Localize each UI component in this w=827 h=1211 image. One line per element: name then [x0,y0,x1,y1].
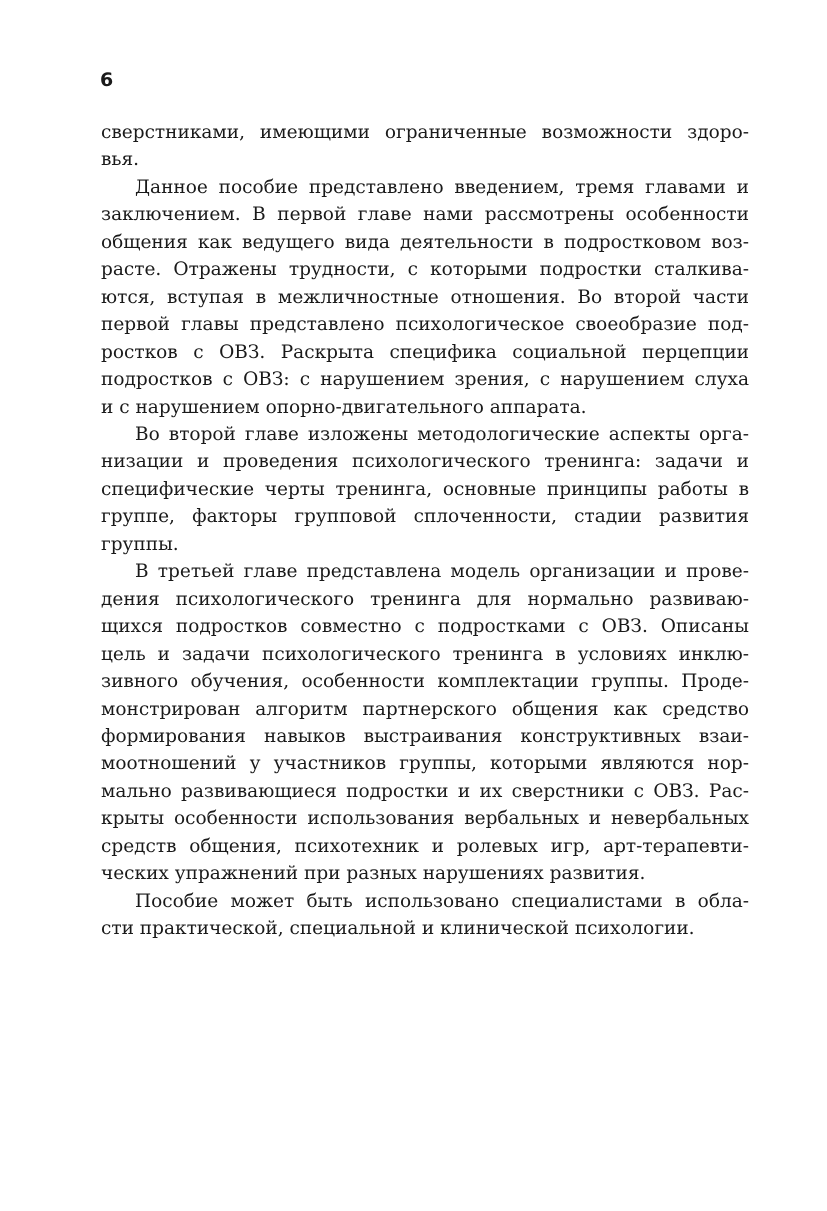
text-line: крыты особенности использования вербальных и невербальных [101,808,749,830]
paragraph [101,421,749,558]
text-line: и с нарушением опорно-двигательного аппарата. [101,396,587,418]
text-line: сверстниками, имеющими ограниченные возможности здоро- [101,122,749,143]
text-line: В третьей главе представлена модель организации и прове- [135,561,749,583]
text-line: ростков с ОВЗ. Раскрыта специфика социальной перцепции [101,341,749,363]
text-line: вья. [101,149,140,171]
text-line: специфические черты тренинга, основные принципы работы в [101,478,749,500]
paragraph [101,888,749,943]
text-line: ются, вступая в межличностные отношения. Во второй части [101,286,749,308]
text-line: Во второй главе изложены методологические аспекты орга- [135,423,749,445]
text-line: сти практической, специальной и клинической психологии. [101,918,695,940]
text-line: зивного обучения, особенности комплектации группы. Проде- [101,671,749,693]
paragraph [101,119,749,174]
text-line: дения психологического тренинга для нормально развиваю- [101,588,749,610]
text-line: группы. [101,533,179,555]
text-line: монстрирован алгоритм партнерского общения как средство [101,698,749,720]
paragraph [101,558,749,887]
text-line: щихся подростков совместно с подростками с ОВЗ. Описаны [101,616,749,638]
text-line: низации и проведения психологического тренинга: задачи и [101,451,749,473]
text-line: цель и задачи психологического тренинга в условиях инклю- [101,643,749,665]
text-line: формирования навыков выстраивания конструктивных взаи- [101,725,749,747]
text-line: мально развивающиеся подростки и их сверстники с ОВЗ. Рас- [101,780,749,802]
text-line: Пособие может быть использовано специалистами в обла- [135,890,749,912]
text-line: средств общения, психотехник и ролевых игр, арт-терапевти- [101,835,749,857]
text-line: первой главы представлено психологическое своеобразие под- [101,314,749,336]
text-line: общения как ведущего вида деятельности в подростковом воз- [101,231,749,253]
text-line: ческих упражнений при разных нарушениях развития. [101,863,646,885]
body-text [101,119,749,943]
paragraph [101,174,749,421]
text-line: моотношений у участников группы, которыми являются нор- [101,753,749,775]
text-line: расте. Отражены трудности, с которыми подростки сталкива- [101,259,749,281]
text-line: подростков с ОВЗ: с нарушением зрения, с нарушением слуха [101,369,749,391]
page-number: 6 [100,69,114,91]
text-line: Данное пособие представлено введением, тремя главами и [135,176,749,198]
text-line: группе, факторы групповой сплоченности, стадии развития [101,506,749,528]
text-line: заключением. В первой главе нами рассмотрены особенности [101,204,749,226]
